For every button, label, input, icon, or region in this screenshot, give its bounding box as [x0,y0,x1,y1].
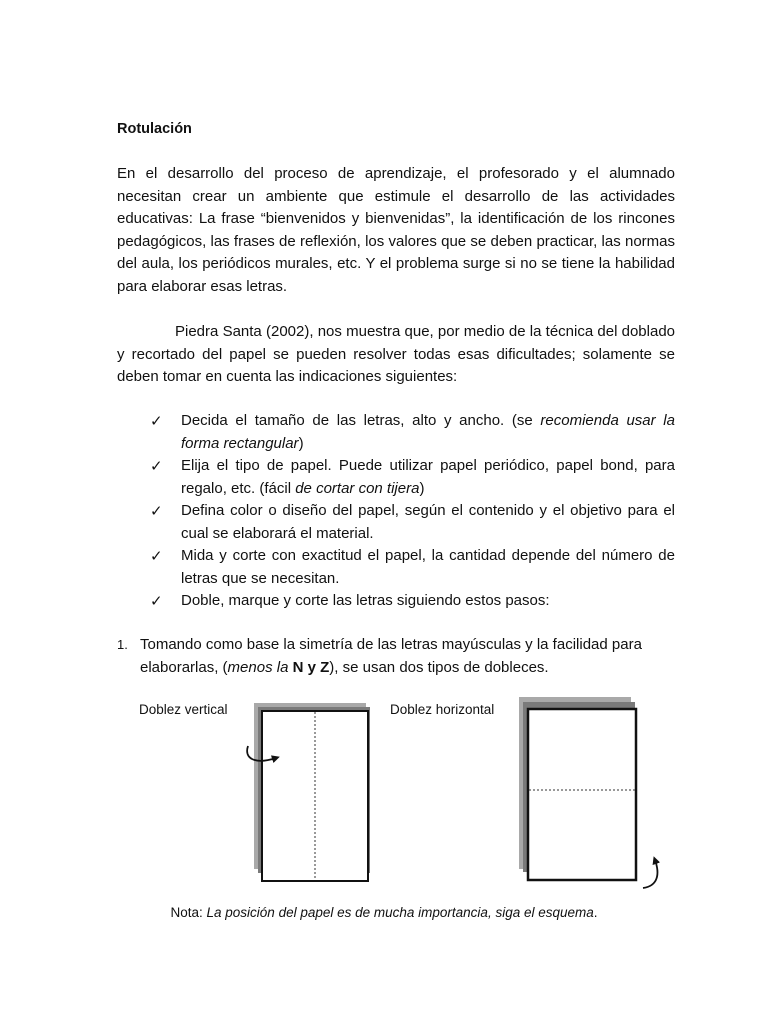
fold-arrow-icon [643,860,657,888]
horizontal-fold-label: Doblez horizontal [390,702,495,717]
checkmark-icon: ✓ [150,502,163,520]
horizontal-fold-paper [519,697,657,888]
checklist-item-text: Mida y corte con exactitud el papel, la cantidad depende del número de letras que se necesitan. [181,547,675,587]
source-paragraph: Piedra Santa (2002), nos muestra que, por medio de la técnica del doblado y recortado del papel se pueden resolver todas esas dificultades; solamente se deben tomar en cuenta las indicaciones siguientes: [117,323,675,385]
checkmark-icon: ✓ [150,547,163,565]
checklist-item-italic: recomienda usar la forma rectangular [181,412,675,452]
note-after: . [593,905,598,920]
step-text-bold: N y Z [292,658,330,676]
checklist-item-after: ) [419,479,425,497]
paper-sheet [528,709,636,880]
vertical-fold-label: Doblez vertical [139,702,228,717]
checklist-item-italic: de cortar con tijera [295,479,420,497]
section-heading: Rotulación [117,121,192,137]
footnote [0,905,768,920]
checkmark-icon: ✓ [150,592,163,610]
note-label: Nota: [170,905,203,920]
checklist-item-text: Decida el tamaño de las letras, alto y ancho. (se [181,412,541,429]
step-text-before: Tomando como base la simetría de las letras mayúsculas y la facilidad para elaborarlas, ( [140,636,642,676]
checklist-item-text: Defina color o diseño del papel, según el contenido y el objetivo para el cual se elaborará el material. [181,502,675,542]
vertical-fold-paper [247,703,370,881]
step-number: 1. [117,637,128,652]
step-text-italic: menos la [227,658,289,676]
checkmark-icon: ✓ [150,412,163,430]
checklist-item-text: Doble, marque y corte las letras siguiendo estos pasos: [181,592,550,609]
checkmark-icon: ✓ [150,457,163,475]
checklist-item-text: Elija el tipo de papel. Puede utilizar papel periódico, papel bond, para regalo, etc. (fácil [181,457,675,497]
step-text-after: ), se usan dos tipos de dobleces. [329,658,549,676]
note-italic: La posición del papel es de mucha importancia, siga el esquema [206,905,594,920]
checklist-item-after: ) [298,434,304,452]
intro-paragraph: En el desarrollo del proceso de aprendizaje, el profesorado y el alumnado necesitan crear un ambiente que estimule el desarrollo de las actividades educativas: La frase “bienvenidos y bienvenidas”, la identificación de los rincones pedagógicos, las frases de reflexión, los valores que se deben practicar, las normas del aula, los periódicos murales, etc. Y el problema surge si no se tiene la habilidad para elaborar esas letras. [117,165,675,295]
